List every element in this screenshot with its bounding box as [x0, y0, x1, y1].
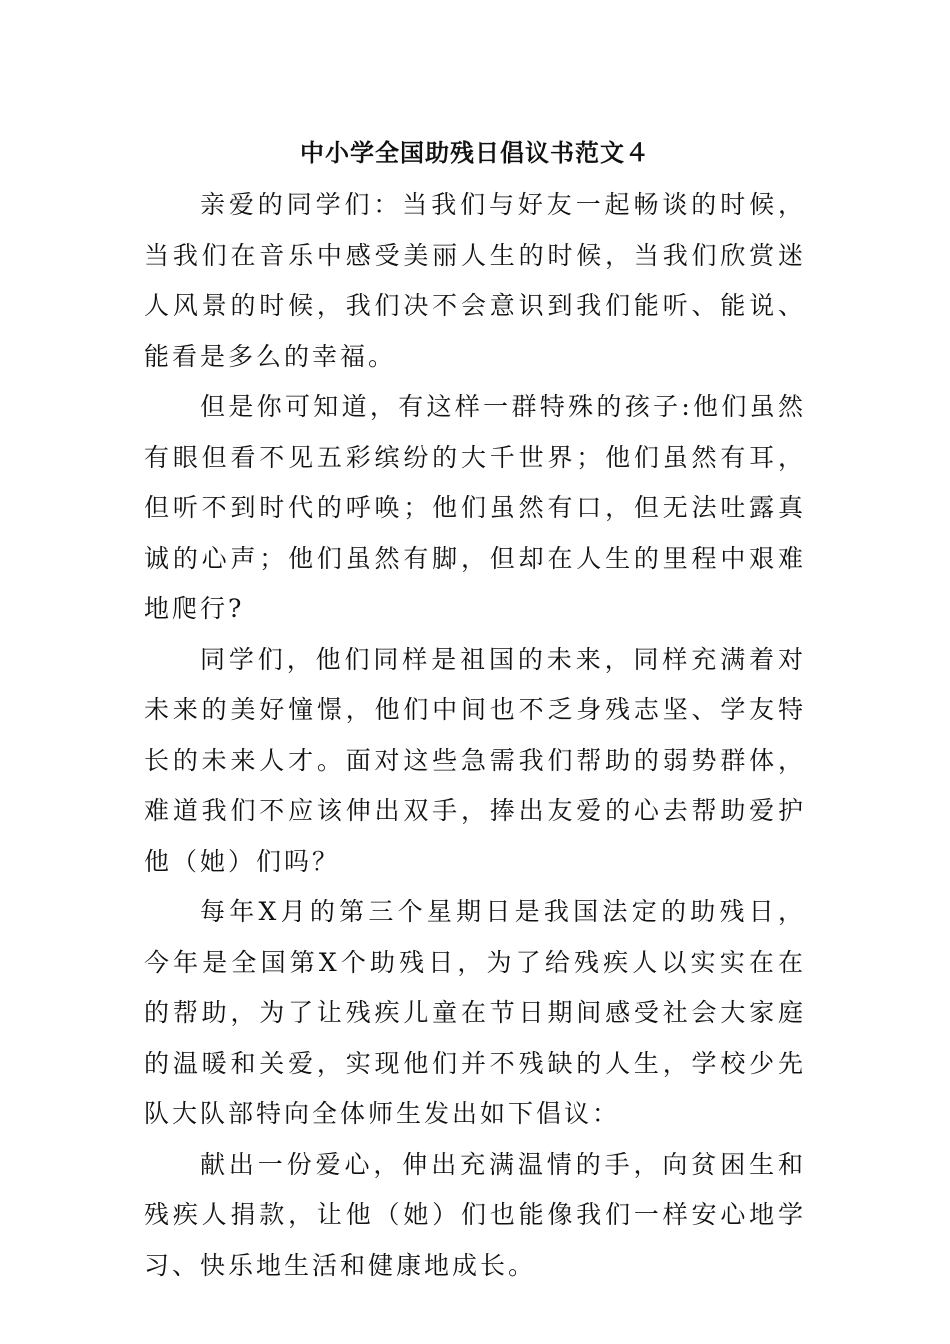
paragraph: 每年X月的第三个星期日是我国法定的助残日，今年是全国第X个助残日，为了给残疾人以实实在在的帮助，为了让残疾儿童在节日期间感受社会大家庭的温暖和关爱，实现他们并不残缺的人生，学校少先队大队部特向全体师生发出如下倡议：	[144, 897, 806, 1128]
document-title: 中小学全国助残日倡议书范文４	[300, 138, 650, 167]
paragraph: 但是你可知道，有这样一群特殊的孩子:他们虽然有眼但看不见五彩缤纷的大千世界；他们虽然有耳，但听不到时代的呼唤；他们虽然有口，但无法吐露真诚的心声；他们虽然有脚，但却在人生的里程中艰难地爬行?	[144, 392, 806, 623]
document-body	[144, 180, 806, 1291]
paragraph: 亲爱的同学们：当我们与好友一起畅谈的时候，当我们在音乐中感受美丽人生的时候，当我们欣赏迷人风景的时候，我们决不会意识到我们能听、能说、能看是多么的幸福。	[144, 190, 806, 371]
paragraph: 献出一份爱心，伸出充满温情的手，向贫困生和残疾人捐款，让他（她）们也能像我们一样安心地学习、快乐地生活和健康地成长。	[144, 1149, 806, 1280]
paragraph: 同学们，他们同样是祖国的未来，同样充满着对未来的美好憧憬，他们中间也不乏身残志坚、学友特长的未来人才。面对这些急需我们帮助的弱势群体，难道我们不应该伸出双手，捧出友爱的心去帮助爱护他（她）们吗？	[144, 644, 806, 876]
